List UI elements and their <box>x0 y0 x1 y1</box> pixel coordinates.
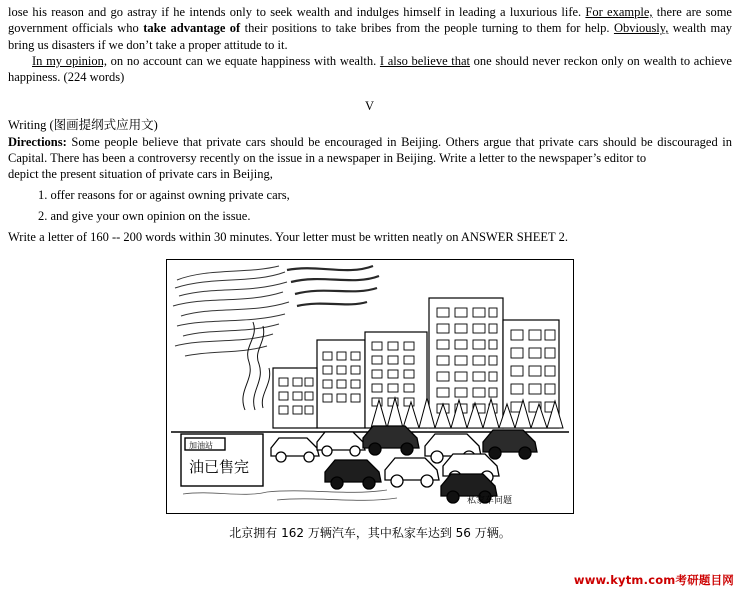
directions-line-two: depict the present situation of private cars in Beijing, <box>8 167 273 182</box>
sign-text: 油已售完 <box>189 458 250 477</box>
text-run: their positions to take bribes from the people turning to them for help. <box>240 21 614 36</box>
gas-station-label: 加油站 <box>189 441 213 451</box>
directions-text: Some people believe that private cars should be encouraged in Beijing. Others argue that private cars should be discouraged in Capital. There has been a controversy recently on the issue in a newspaper in Beijing. Write a letter to the newspaper’s editor to <box>8 134 732 165</box>
figure-wrapper <box>0 259 740 514</box>
text-run: wealth may bring us disasters if we don’t take a proper attitude to it. <box>8 21 732 52</box>
cartoon-svg <box>167 260 573 513</box>
directions-paragraph <box>8 134 732 167</box>
final-instruction: Write a letter of 160 -- 200 words within 30 minutes. Your letter must be written neatly on ANSWER SHEET 2. <box>8 230 568 244</box>
artist-signature: 私家车问题 <box>467 496 513 507</box>
writing-heading: Writing (图画提纲式应用文) <box>8 117 158 132</box>
text-run-underlined: In my opinion, <box>32 53 108 68</box>
text-run: on no account can we equate happiness with wealth. <box>107 53 380 68</box>
text-run-bold: take advantage of <box>143 21 241 36</box>
directions-list <box>8 187 732 225</box>
text-run-underlined: For example, <box>585 5 653 19</box>
figure-caption: 北京拥有 162 万辆汽车，其中私家车达到 56 万辆。 <box>229 526 511 541</box>
directions-label: Directions: <box>8 134 67 149</box>
paragraph-continuation <box>8 4 732 53</box>
paragraph-opinion <box>8 53 732 86</box>
text-run: there are some government officials who <box>8 5 732 36</box>
section-number: V <box>364 99 376 114</box>
text-run: one should never reckon only on wealth to achieve happiness. (224 words) <box>8 53 732 84</box>
text-run-underlined: I also believe that <box>379 53 471 68</box>
text-run-underlined: Obviously, <box>613 21 669 36</box>
site-watermark: www.kytm.com考研题目网 <box>573 573 734 587</box>
list-item: 2. and give your own opinion on the issue. <box>38 208 251 223</box>
document-text-block <box>0 0 740 245</box>
text-run: lose his reason and go astray if he intends only to seek wealth and indulges himself in leading a luxurious life. <box>8 5 586 19</box>
list-item: 1. offer reasons for or against owning private cars, <box>38 187 290 202</box>
cartoon-illustration <box>166 259 574 514</box>
